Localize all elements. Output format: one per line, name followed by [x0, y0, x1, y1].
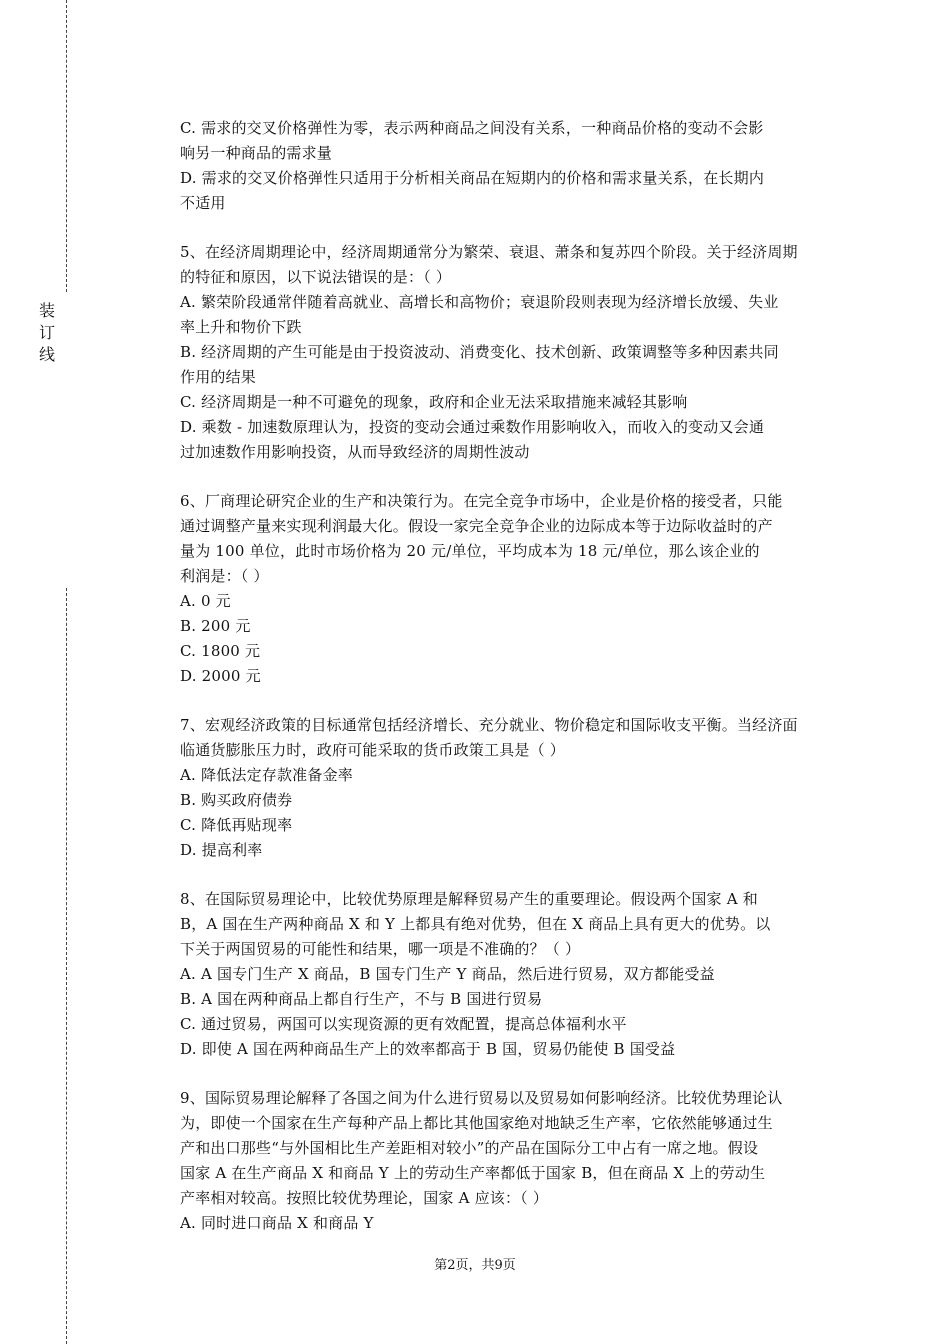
question-stem-line: 临通货膨胀压力时，政府可能采取的货币政策工具是（ ） — [180, 741, 565, 759]
question-stem-line: 量为 100 单位，此时市场价格为 20 元/单位，平均成本为 18 元/单位，那么该企业的 — [180, 542, 760, 560]
question-stem-line: 7、宏观经济政策的目标通常包括经济增长、充分就业、物价稳定和国际收支平衡。当经济面 — [180, 716, 798, 734]
question-8 — [180, 887, 840, 1062]
question-stem-line: 下关于两国贸易的可能性和结果，哪一项是不准确的？（ ） — [180, 940, 581, 958]
text-line: 不适用 — [180, 194, 226, 212]
text-line: 响另一种商品的需求量 — [180, 144, 333, 162]
question-stem-line: 通过调整产量来实现利润最大化。假设一家完全竞争企业的边际成本等于边际收益时的产 — [180, 517, 773, 535]
option-d: D. 乘数 - 加速数原理认为，投资的变动会通过乘数作用影响收入，而收入的变动又会通 — [180, 418, 765, 436]
text-line: C. 需求的交叉价格弹性为零，表示两种商品之间没有关系，一种商品价格的变动不会影 — [180, 119, 764, 137]
option-b: B. 经济周期的产生可能是由于投资波动、消费变化、技术创新、政策调整等多种因素共同 — [180, 343, 779, 361]
question-stem-line: 6、厂商理论研究企业的生产和决策行为。在完全竞争市场中，企业是价格的接受者，只能 — [180, 492, 783, 510]
option-d: D. 提高利率 — [180, 841, 263, 859]
option-a: A. A 国专门生产 X 商品，B 国专门生产 Y 商品，然后进行贸易，双方都能受益 — [180, 965, 715, 983]
option-a: A. 0 元 — [180, 592, 231, 610]
option-d-continued: 过加速数作用影响投资，从而导致经济的周期性波动 — [180, 443, 530, 461]
option-c: C. 降低再贴现率 — [180, 816, 293, 834]
question-stem-line: B，A 国在生产两种商品 X 和 Y 上都具有绝对优势，但在 X 商品上具有更大的优势。以 — [180, 915, 771, 933]
option-d: D. 2000 元 — [180, 667, 261, 685]
question-9 — [180, 1086, 840, 1236]
question-stem-line: 9、国际贸易理论解释了各国之间为什么进行贸易以及贸易如何影响经济。比较优势理论认 — [180, 1089, 783, 1107]
question-stem-line: 8、在国际贸易理论中，比较优势原理是解释贸易产生的重要理论。假设两个国家 A 和 — [180, 890, 758, 908]
question-stem-line: 利润是：（ ） — [180, 567, 269, 585]
page-number-footer: 第2页，共9页 — [434, 1258, 516, 1273]
question-6 — [180, 489, 840, 689]
option-a-continued: 率上升和物价下跌 — [180, 318, 302, 336]
text-line: D. 需求的交叉价格弹性只适用于分析相关商品在短期内的价格和需求量关系，在长期内 — [180, 169, 765, 187]
question-stem-line: 国家 A 在生产商品 X 和商品 Y 上的劳动生产率都低于国家 B，但在商品 X 上的劳动生 — [180, 1164, 766, 1182]
option-a: A. 同时进口商品 X 和商品 Y — [180, 1214, 374, 1232]
option-a: A. 繁荣阶段通常伴随着高就业、高增长和高物价；衰退阶段则表现为经济增长放缓、失业 — [180, 293, 779, 311]
question-7 — [180, 713, 840, 863]
question-stem-line: 产和出口那些“与外国相比生产差距相对较小”的产品在国际分工中占有一席之地。假设 — [180, 1139, 759, 1157]
question-stem-line: 的特征和原因，以下说法错误的是：（ ） — [180, 268, 452, 286]
option-c: C. 1800 元 — [180, 642, 261, 660]
question-stem-line: 为，即使一个国家在生产每种产品上都比其他国家绝对地缺乏生产率，它依然能够通过生 — [180, 1114, 773, 1132]
binding-line-label: 装订线 — [38, 301, 55, 364]
question-stem-line: 产率相对较高。按照比较优势理论，国家 A 应该：（ ） — [180, 1189, 549, 1207]
question-5 — [180, 240, 840, 465]
option-b-continued: 作用的结果 — [180, 368, 257, 386]
option-b: B. 200 元 — [180, 617, 251, 635]
binding-dashed-line-top — [66, 0, 67, 292]
option-d: D. 即使 A 国在两种商品生产上的效率都高于 B 国，贸易仍能使 B 国受益 — [180, 1040, 676, 1058]
question-stem-line: 5、在经济周期理论中，经济周期通常分为繁荣、衰退、萧条和复苏四个阶段。关于经济周期 — [180, 243, 798, 261]
option-c: C. 通过贸易，两国可以实现资源的更有效配置，提高总体福利水平 — [180, 1015, 627, 1033]
option-b: B. 购买政府债券 — [180, 791, 293, 809]
binding-dashed-line-bottom — [66, 588, 67, 1344]
option-c: C. 经济周期是一种不可避免的现象，政府和企业无法采取措施来减轻其影响 — [180, 393, 688, 411]
option-b: B. A 国在两种商品上都自行生产，不与 B 国进行贸易 — [180, 990, 543, 1008]
question-4-continued — [180, 116, 840, 216]
question-content — [180, 116, 840, 1236]
option-a: A. 降低法定存款准备金率 — [180, 766, 353, 784]
